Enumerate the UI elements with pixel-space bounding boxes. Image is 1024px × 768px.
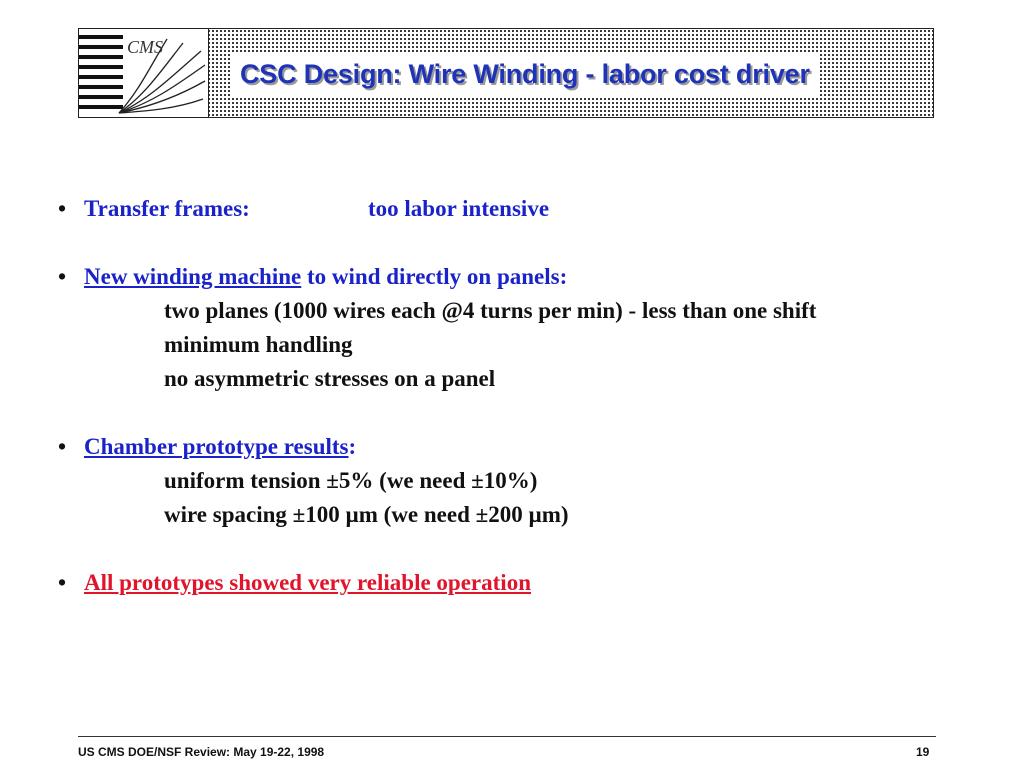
footer-review-info: US CMS DOE/NSF Review: May 19-22, 1998 <box>78 745 325 759</box>
bullet-3-sub-1: uniform tension ±5% (we need ±10%) <box>164 468 538 493</box>
footer-divider <box>78 736 936 737</box>
bullet-1-value: too labor intensive <box>368 196 550 221</box>
bullet-2-sub-3: no asymmetric stresses on a panel <box>164 366 496 391</box>
bullet-2-text <box>84 264 567 290</box>
bullet-2-sub-1: two planes (1000 wires each @4 turns per min) - less than one shift <box>164 298 817 323</box>
logo-text: CMS <box>127 37 163 57</box>
bullet-dot: • <box>58 570 67 595</box>
title-container <box>232 52 818 96</box>
bullet-2-sub-2: minimum handling <box>164 332 353 357</box>
bullet-dot: • <box>58 434 67 459</box>
bullet-3-text <box>84 434 356 460</box>
chamber-prototype-results-link[interactable]: Chamber prototype results <box>84 434 349 459</box>
bullet-dot: • <box>58 196 67 221</box>
bullet-3-rest: : <box>348 434 357 459</box>
bullet-1-label: Transfer frames: <box>84 196 250 221</box>
page-number: 19 <box>916 745 930 759</box>
new-winding-machine-link[interactable]: New winding machine <box>84 264 302 289</box>
bullet-dot: • <box>58 264 67 289</box>
reliable-operation-link[interactable]: All prototypes showed very reliable operation <box>84 570 531 595</box>
bullet-3-sub-2: wire spacing ±100 µm (we need ±200 µm) <box>164 502 569 527</box>
bullet-2-rest: to wind directly on panels: <box>301 264 568 289</box>
cms-logo <box>78 28 209 118</box>
slide-title: CSC Design: Wire Winding - labor cost driver <box>240 58 810 89</box>
